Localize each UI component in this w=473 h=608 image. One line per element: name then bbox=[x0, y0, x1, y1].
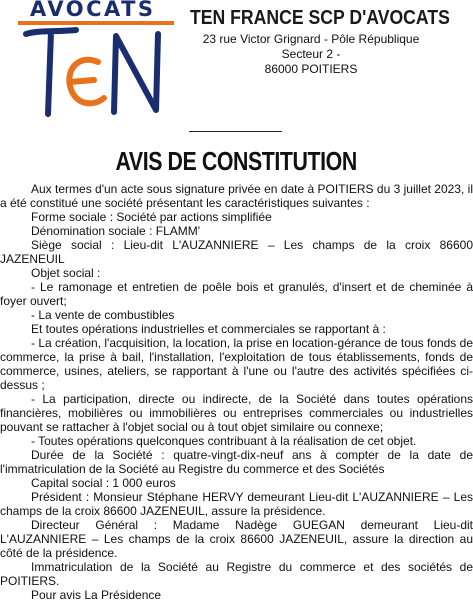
header-divider bbox=[189, 131, 282, 132]
notice-paragraph: Dénomination sociale : FLAMM' bbox=[31, 224, 201, 238]
notice-paragraph: - La participation, directe ou indirecte, de la Société dans toutes opérations financières, mobilières ou immobilières ou entreprises commerciales ou industrielles pouvant se rattacher à l'objet social ou à tout objet similaire ou connexe; bbox=[0, 392, 473, 434]
notice-paragraph: Objet social : bbox=[31, 266, 101, 280]
notice-paragraph: Pour avis La Présidence bbox=[31, 588, 162, 602]
notice-paragraph: - Le ramonage et entretien de poêle bois et granulés, d'insert et de cheminée à foyer ouvert; bbox=[0, 280, 473, 308]
notice-paragraph: Président : Monsieur Stéphane HERVY demeurant Lieu-dit L'AUZANNIERE – Les champs de la croix 86600 JAZENEUIL, assure la présidence. bbox=[0, 490, 473, 518]
logo-ten-mark bbox=[18, 24, 178, 120]
notice-paragraph: - Toutes opérations quelconques contribuant à la réalisation de cet objet. bbox=[31, 434, 417, 448]
firm-logo bbox=[0, 0, 180, 120]
logo-letter-n bbox=[114, 34, 158, 112]
address-line: 86000 POITIERS bbox=[264, 62, 358, 76]
notice-title bbox=[0, 146, 473, 177]
notice-paragraph: - La création, l'acquisition, la location, la prise en location-gérance de tous fonds de commerce, la prise à bail, l'installation, l'exploitation de tous établissements, fonds de commerce, usines, ateliers, se rapportant à l'une ou l'autre des activités spécifiées ci-dessus ; bbox=[0, 336, 473, 392]
notice-paragraph: Durée de la Société : quatre-vingt-dix-neuf ans à compter de la date de l'immatriculation de la Société au Registre du commerce et des Sociétés bbox=[0, 448, 473, 476]
notice-paragraph: Siège social : Lieu-dit L'AUZANNIERE – Les champs de la croix 86600 JAZENEUIL bbox=[0, 238, 473, 266]
notice-paragraph: Forme sociale : Société par actions simplifiée bbox=[31, 210, 272, 224]
notice-paragraph: Directeur Général : Madame Nadège GUEGAN demeurant Lieu-dit L'AUZANNIERE – Les champs de la croix 86600 JAZENEUIL, assure la direction au côté de la présidence. bbox=[0, 518, 473, 560]
firm-address bbox=[196, 32, 426, 77]
notice-paragraph: Aux termes d'un acte sous signature privée en date à POITIERS du 3 juillet 2023, il a été constitué une société présentant les caractéristiques suivantes : bbox=[0, 182, 473, 210]
notice-paragraph: Et toutes opérations industrielles et commerciales se rapportant à : bbox=[31, 322, 386, 336]
logo-avocats-text: AVOCATS bbox=[30, 0, 156, 21]
notice-paragraph: Capital social : 1 000 euros bbox=[31, 476, 176, 490]
address-line: Secteur 2 - bbox=[281, 47, 341, 61]
notice-body bbox=[0, 182, 473, 602]
firm-name: TEN FRANCE SCP D'AVOCATS bbox=[190, 6, 450, 29]
logo-letter-e bbox=[69, 60, 104, 104]
notice-title-text: AVIS DE CONSTITUTION bbox=[115, 146, 358, 176]
notice-paragraph: Immatriculation de la Société au Registre du commerce et des sociétés de POITIERS. bbox=[0, 560, 473, 588]
address-line: 23 rue Victor Grignard - Pôle République bbox=[202, 32, 420, 46]
notice-paragraph: - La vente de combustibles bbox=[31, 308, 175, 322]
